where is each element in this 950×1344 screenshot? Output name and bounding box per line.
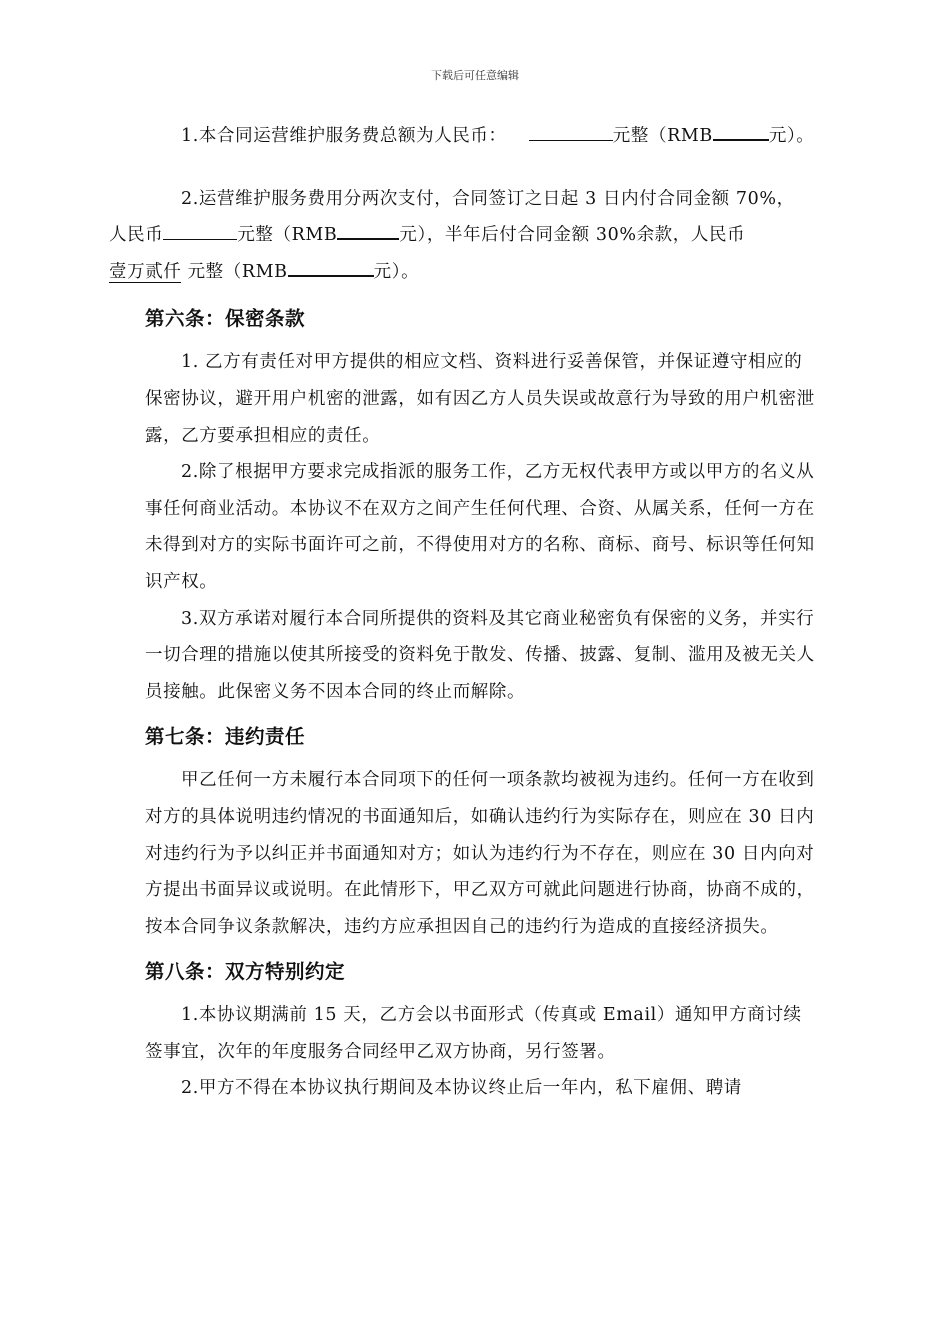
page-header-note: 下载后可任意编辑 — [431, 69, 519, 82]
section-8-title: 第八条：双方特别约定 — [145, 960, 346, 984]
section-8-item-2: 2.甲方不得在本协议执行期间及本协议终止后一年内，私下雇佣、聘请 — [181, 1078, 742, 1099]
blank-first-amount-cn — [163, 239, 237, 240]
blank-amount-rmb — [713, 139, 769, 141]
section-7-paragraph: 甲乙任何一方未履行本合同项下的任何一项条款均被视为违约。任何一方在收到对方的具体说明违约情况的书面通知后，如确认违约行为实际存在，则应在 30 日内对违约行为予以纠正并书面通知对方；如认为违约行为不存在，则应在 30 日内向对方提出书面异议或说明。在此情形下，甲乙双方可就此问题进行协商，协商不成的，按本合同争议条款解决，违约方应承担因自己的违约行为造成的直接经济损失。 — [145, 770, 815, 937]
section-6-item-2: 2.除了根据甲方要求完成指派的服务工作，乙方无权代表甲方或以甲方的名义从事任何商业活动。本协议不在双方之间产生任何代理、合资、从属关系，任何一方在未得到对方的实际书面许可之前，不得使用对方的名称、商标、商号、标识等任何知识产权。 — [145, 462, 815, 592]
payment-total-clause: 1.本合同运营维护服务费总额为人民币： 元整（RMB 元）。 — [181, 126, 815, 146]
second-amount-cn: 壹万贰仟 — [109, 261, 182, 282]
section-6-item-3: 3.双方承诺对履行本合同所提供的资料及其它商业秘密负有保密的义务，并实行一切合理的措施以使其所接受的资料免于散发、传播、披露、复制、滥用及被无关人员接触。此保密义务不因本合同的终止而解除。 — [145, 608, 815, 702]
document-body — [109, 118, 815, 1107]
blank-second-amount-rmb — [288, 275, 374, 277]
section-6-item-1: 1. 乙方有责任对甲方提供的相应文档、资料进行妥善保管，并保证遵守相应的保密协议，避开用户机密的泄露，如有因乙方人员失误或故意行为导致的用户机密泄露，乙方要承担相应的责任。 — [145, 352, 815, 446]
blank-first-amount-rmb — [337, 238, 399, 240]
section-6-title: 第六条：保密条款 — [145, 307, 306, 331]
payment-schedule-clause: 2.运营维护服务费用分两次支付，合同签订之日起 3 日内付合同金额 70%， 人民币 元整（RMB 元），半年后付合同金额 30%余款，人民币 壹万贰仟 元整（RMB 元）。 — [109, 188, 795, 282]
section-7-title: 第七条：违约责任 — [145, 725, 306, 749]
section-8-item-1: 1.本协议期满前 15 天，乙方会以书面形式（传真或 Email）通知甲方商讨续签事宜，次年的年度服务合同经甲乙双方协商，另行签署。 — [145, 1005, 802, 1062]
blank-amount-cn — [529, 140, 613, 141]
